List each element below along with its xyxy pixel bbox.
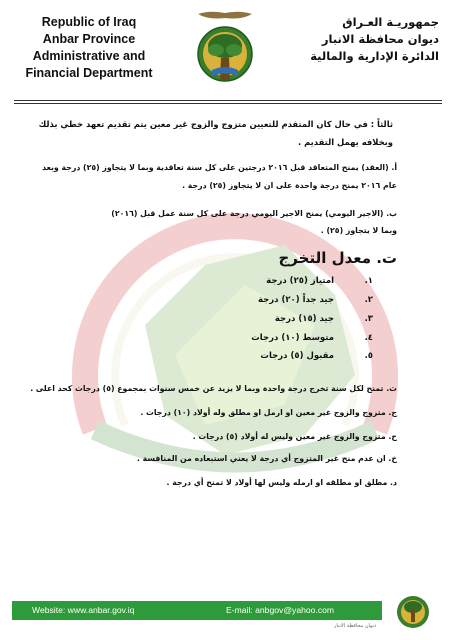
item-a-line-1: أ. (العقد) يمنح المتعاقد قبل ٢٠١٦ درجتين على كل سنة تعاقدية وبما لا يتجاوز (٢٥) درجة وبعد <box>42 163 397 172</box>
grade-number-3: ٣. <box>364 314 373 324</box>
watermark-emblem <box>55 175 415 495</box>
grade-item-3: جيد (١٥) درجة <box>274 314 334 324</box>
header-divider-top <box>14 100 442 101</box>
item-j: ج. متزوج والزوج غير معين او ارمل او مطلق وله أولاد (١٠) درجات . <box>140 408 397 417</box>
intro-paragraph-line-1: ثالثاً : في حال كان المتقدم للتعيين متزوج والزوج غير معين يتم تقديم تعهد خطي بذلك <box>38 119 393 129</box>
footer-emblem-logo <box>388 590 438 636</box>
header-divider-bottom <box>14 103 442 104</box>
intro-paragraph-line-2: وبخلافه يهمل التقديم . <box>297 137 393 147</box>
grade-item-1: امتياز (٢٥) درجة <box>266 276 334 286</box>
footer-website[interactable]: Website: www.anbar.gov.iq <box>32 605 135 615</box>
province-emblem-logo <box>190 8 260 96</box>
grade-item-4: متوسط (١٠) درجات <box>251 333 334 343</box>
grade-number-1: ١. <box>364 276 373 286</box>
item-b-line-2: وبما لا يتجاوز (٢٥) . <box>320 226 397 235</box>
item-th: ث. تمنح لكل سنة تخرج درجة واحدة وبما لا يزيد عن خمس سنوات بمجموع (٥) درجات كحد اعلى . <box>30 384 397 393</box>
header-english-line-3: Administrative and <box>32 49 146 63</box>
grade-item-5: مقبول (٥) درجات <box>260 351 334 361</box>
grade-item-2: جيد جداً (٢٠) درجة <box>257 295 334 305</box>
header-arabic-line-2: ديوان محافظة الانبار <box>321 32 439 46</box>
footer-email[interactable]: E-mail: anbgov@yahoo.com <box>226 605 335 615</box>
grade-number-5: ٥. <box>364 351 373 361</box>
item-kh: خ. ان عدم منح غير المتزوج أي درجة لا يعني استبعاده من المنافسة . <box>136 454 397 463</box>
header-arabic <box>289 14 439 65</box>
grade-number-4: ٤. <box>364 333 373 343</box>
header-english-line-4: Financial Department <box>25 66 153 80</box>
header-english-line-2: Anbar Province <box>42 32 136 46</box>
header-english <box>14 14 164 82</box>
item-b-line-1: ب. (الاجير اليومي) يمنح الاجير اليومي درجة على كل سنة عمل قبل (٢٠١٦) <box>111 209 397 218</box>
header-arabic-line-3: الدائرة الإدارية والمالية <box>310 49 439 63</box>
header-english-line-1: Republic of Iraq <box>41 15 137 29</box>
footer-small-text: ديوان محافظة الانبار <box>334 623 377 629</box>
graduation-rate-heading: ت. معدل التخرج <box>278 249 397 267</box>
item-d: د. مطلق او مطلقه او ارمله وليس لها أولاد لا تمنح أي درجة . <box>166 478 397 487</box>
footer-bar <box>12 601 382 620</box>
item-h: ح. متزوج والزوج غير معين وليس له أولاد (٥) درجات . <box>192 432 397 441</box>
header-arabic-line-1: جمهوريـة العـراق <box>342 15 439 29</box>
item-a-line-2: عام ٢٠١٦ يمنح درجة واحدة على ان لا يتجاوز (٢٥) درجة . <box>182 181 397 190</box>
grade-number-2: ٢. <box>364 295 373 305</box>
